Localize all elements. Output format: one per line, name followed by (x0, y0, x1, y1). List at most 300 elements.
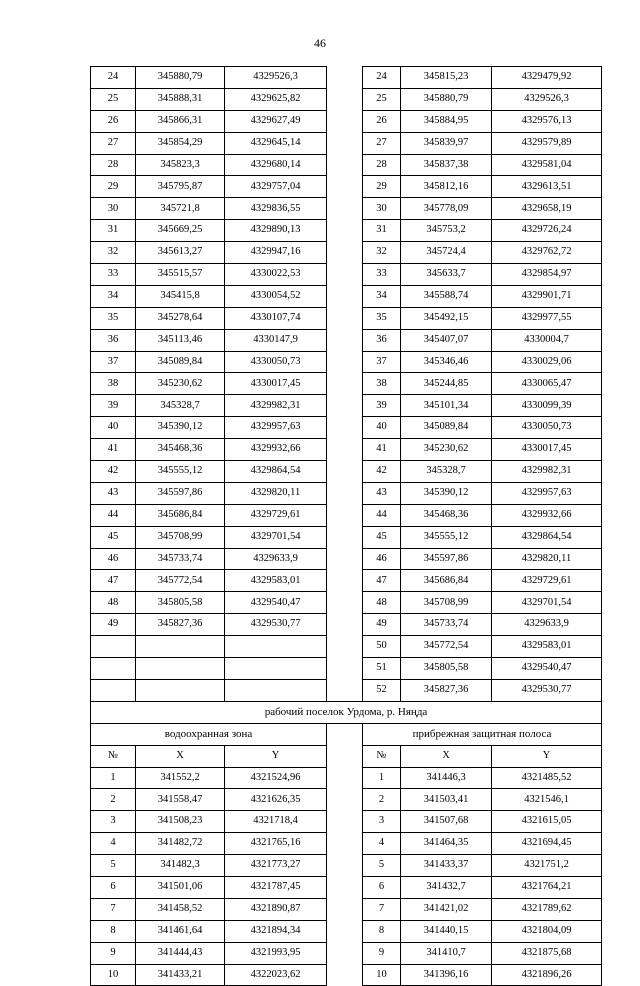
right-point-number: 36 (363, 329, 401, 351)
left-coordinate-x: 341558,47 (136, 789, 225, 811)
right-coordinate-x: 345837,38 (401, 154, 492, 176)
left-coordinate-x: 341552,2 (136, 767, 225, 789)
column-gap (327, 658, 363, 680)
right-coordinate-x: 345390,12 (401, 482, 492, 504)
column-gap (327, 745, 363, 767)
left-point-number: 25 (91, 88, 136, 110)
table-row (91, 154, 602, 176)
left-coordinate-y: 4329540,47 (225, 592, 327, 614)
column-gap (327, 329, 363, 351)
right-coordinate-x: 345328,7 (401, 461, 492, 483)
right-coordinate-y: 4329581,04 (492, 154, 602, 176)
section-title-row (91, 701, 602, 723)
right-coordinate-y: 4329932,66 (492, 504, 602, 526)
left-coordinate-y: 4329932,66 (225, 439, 327, 461)
right-coordinate-x: 341410,7 (401, 942, 492, 964)
left-coordinate-y: 4329982,31 (225, 395, 327, 417)
right-coordinate-x: 345588,74 (401, 285, 492, 307)
left-point-number: 6 (91, 876, 136, 898)
left-coordinate-y: 4329864,54 (225, 461, 327, 483)
left-coordinate-x: 345854,29 (136, 132, 225, 154)
right-coordinate-x: 345880,79 (401, 88, 492, 110)
left-coordinate-y: 4329526,3 (225, 67, 327, 89)
left-point-number: 3 (91, 811, 136, 833)
right-point-number: 3 (363, 811, 401, 833)
left-point-number: 40 (91, 417, 136, 439)
left-coordinate-x: 345669,25 (136, 220, 225, 242)
right-coordinate-y: 4330004,7 (492, 329, 602, 351)
right-coordinate-x: 345686,84 (401, 570, 492, 592)
column-gap (327, 833, 363, 855)
right-point-number: 25 (363, 88, 401, 110)
left-coordinate-y: 4330054,52 (225, 285, 327, 307)
left-point-number: 29 (91, 176, 136, 198)
right-coordinate-y: 4329540,47 (492, 658, 602, 680)
left-point-number: 38 (91, 373, 136, 395)
left-coordinate-y: 4329625,82 (225, 88, 327, 110)
table-row (91, 789, 602, 811)
table-row (91, 679, 602, 701)
right-point-number: 51 (363, 658, 401, 680)
column-gap (327, 307, 363, 329)
right-coordinate-x: 341440,15 (401, 920, 492, 942)
column-gap (327, 614, 363, 636)
coastal-protection-strip-title: прибрежная защитная полоса (363, 723, 602, 745)
column-header-x: X (401, 745, 492, 767)
table-row (91, 373, 602, 395)
right-coordinate-y: 4329579,89 (492, 132, 602, 154)
left-coordinate-x: 345613,27 (136, 242, 225, 264)
right-coordinate-x: 345753,2 (401, 220, 492, 242)
left-point-number: 31 (91, 220, 136, 242)
left-coordinate-x: 345880,79 (136, 67, 225, 89)
right-point-number: 6 (363, 876, 401, 898)
right-coordinate-x: 341507,68 (401, 811, 492, 833)
table-row (91, 264, 602, 286)
right-coordinate-x: 341464,35 (401, 833, 492, 855)
right-coordinate-x: 345492,15 (401, 307, 492, 329)
left-coordinate-y: 4329957,63 (225, 417, 327, 439)
right-coordinate-x: 345089,84 (401, 417, 492, 439)
right-coordinate-x: 345633,7 (401, 264, 492, 286)
left-point-number: 32 (91, 242, 136, 264)
right-coordinate-y: 4329583,01 (492, 636, 602, 658)
table-row (91, 636, 602, 658)
section-title: рабочий поселок Урдома, р. Няңда (91, 701, 602, 723)
table-row (91, 439, 602, 461)
left-point-number: 26 (91, 110, 136, 132)
left-coordinate-x: 345089,84 (136, 351, 225, 373)
right-coordinate-x: 341432,7 (401, 876, 492, 898)
left-point-number: 10 (91, 964, 136, 986)
table-row (91, 614, 602, 636)
left-coordinate-y: 4330017,45 (225, 373, 327, 395)
table-row (91, 176, 602, 198)
right-coordinate-x: 345230,62 (401, 439, 492, 461)
right-point-number: 30 (363, 198, 401, 220)
right-coordinate-y: 4329864,54 (492, 526, 602, 548)
table-row (91, 658, 602, 680)
right-coordinate-x: 341446,3 (401, 767, 492, 789)
table-row (91, 767, 602, 789)
column-gap (327, 898, 363, 920)
right-coordinate-y: 4321615,05 (492, 811, 602, 833)
right-coordinate-x: 345555,12 (401, 526, 492, 548)
right-coordinate-y: 4321751,2 (492, 855, 602, 877)
zone-title-row (91, 723, 602, 745)
table-row (91, 88, 602, 110)
left-point-number: 36 (91, 329, 136, 351)
column-gap (327, 592, 363, 614)
column-gap (327, 351, 363, 373)
column-gap (327, 964, 363, 986)
column-header-y: Y (225, 745, 327, 767)
column-gap (327, 636, 363, 658)
right-coordinate-y: 4329957,63 (492, 482, 602, 504)
left-point-number (91, 658, 136, 680)
right-point-number: 43 (363, 482, 401, 504)
left-coordinate-x: 341501,06 (136, 876, 225, 898)
right-point-number: 2 (363, 789, 401, 811)
right-coordinate-y: 4329633,9 (492, 614, 602, 636)
right-point-number: 7 (363, 898, 401, 920)
left-point-number: 27 (91, 132, 136, 154)
table-row (91, 285, 602, 307)
column-gap (327, 285, 363, 307)
left-coordinate-x: 345515,57 (136, 264, 225, 286)
left-coordinate-x: 345328,7 (136, 395, 225, 417)
table-row (91, 942, 602, 964)
left-coordinate-y: 4329820,11 (225, 482, 327, 504)
left-coordinate-y: 4329701,54 (225, 526, 327, 548)
table-row (91, 855, 602, 877)
right-coordinate-y: 4329854,97 (492, 264, 602, 286)
table-row (91, 242, 602, 264)
table-row (91, 482, 602, 504)
right-coordinate-x: 341421,02 (401, 898, 492, 920)
right-point-number: 26 (363, 110, 401, 132)
column-gap (327, 789, 363, 811)
column-gap (327, 198, 363, 220)
right-coordinate-x: 345839,97 (401, 132, 492, 154)
column-gap (327, 767, 363, 789)
left-point-number: 45 (91, 526, 136, 548)
column-gap (327, 439, 363, 461)
left-coordinate-x: 345708,99 (136, 526, 225, 548)
table-row (91, 920, 602, 942)
right-point-number: 47 (363, 570, 401, 592)
left-coordinate-x: 345390,12 (136, 417, 225, 439)
column-header-y: Y (492, 745, 602, 767)
column-gap (327, 942, 363, 964)
right-coordinate-y: 4329762,72 (492, 242, 602, 264)
left-point-number: 2 (91, 789, 136, 811)
column-header-number: № (363, 745, 401, 767)
left-point-number: 28 (91, 154, 136, 176)
left-point-number: 9 (91, 942, 136, 964)
right-coordinate-x: 345244,85 (401, 373, 492, 395)
column-gap (327, 548, 363, 570)
right-coordinate-y: 4330099,39 (492, 395, 602, 417)
right-point-number: 39 (363, 395, 401, 417)
left-coordinate-y (225, 679, 327, 701)
table-row (91, 964, 602, 986)
left-coordinate-x: 345468,36 (136, 439, 225, 461)
table-row (91, 811, 602, 833)
right-coordinate-y: 4329729,61 (492, 570, 602, 592)
left-coordinate-y: 4329530,77 (225, 614, 327, 636)
left-coordinate-x: 345805,58 (136, 592, 225, 614)
left-coordinate-y: 4329680,14 (225, 154, 327, 176)
right-coordinate-x: 341433,37 (401, 855, 492, 877)
right-point-number: 1 (363, 767, 401, 789)
right-coordinate-x: 345597,86 (401, 548, 492, 570)
column-gap (327, 264, 363, 286)
left-coordinate-y: 4321718,4 (225, 811, 327, 833)
right-point-number: 44 (363, 504, 401, 526)
right-point-number: 37 (363, 351, 401, 373)
right-point-number: 34 (363, 285, 401, 307)
right-coordinate-y: 4329901,71 (492, 285, 602, 307)
left-point-number: 4 (91, 833, 136, 855)
right-coordinate-x: 345468,36 (401, 504, 492, 526)
right-coordinate-x: 345805,58 (401, 658, 492, 680)
left-coordinate-x: 345230,62 (136, 373, 225, 395)
table-row (91, 395, 602, 417)
right-coordinate-y: 4329479,92 (492, 67, 602, 89)
left-coordinate-y: 4329627,49 (225, 110, 327, 132)
table-row (91, 504, 602, 526)
column-gap (327, 920, 363, 942)
right-point-number: 46 (363, 548, 401, 570)
left-coordinate-x: 341461,64 (136, 920, 225, 942)
right-point-number: 4 (363, 833, 401, 855)
right-coordinate-y: 4329576,13 (492, 110, 602, 132)
right-point-number: 41 (363, 439, 401, 461)
table-row (91, 198, 602, 220)
column-gap (327, 88, 363, 110)
left-coordinate-x: 345827,36 (136, 614, 225, 636)
left-point-number: 34 (91, 285, 136, 307)
left-coordinate-y: 4321787,45 (225, 876, 327, 898)
left-coordinate-x: 345733,74 (136, 548, 225, 570)
right-point-number: 40 (363, 417, 401, 439)
left-coordinate-x (136, 636, 225, 658)
column-gap (327, 526, 363, 548)
left-coordinate-y: 4329645,14 (225, 132, 327, 154)
left-coordinate-x: 345772,54 (136, 570, 225, 592)
left-coordinate-y: 4321524,96 (225, 767, 327, 789)
left-point-number: 33 (91, 264, 136, 286)
right-coordinate-y: 4330050,73 (492, 417, 602, 439)
right-coordinate-x: 345346,46 (401, 351, 492, 373)
right-coordinate-y: 4321875,68 (492, 942, 602, 964)
left-coordinate-x: 341444,43 (136, 942, 225, 964)
column-gap (327, 417, 363, 439)
page-number: 46 (314, 36, 326, 50)
column-gap (327, 176, 363, 198)
right-coordinate-x: 345733,74 (401, 614, 492, 636)
column-gap (327, 132, 363, 154)
right-point-number: 28 (363, 154, 401, 176)
water-protection-zone-title: водоохранная зона (91, 723, 327, 745)
right-point-number: 24 (363, 67, 401, 89)
left-coordinate-x: 345823,3 (136, 154, 225, 176)
left-coordinate-x: 345113,46 (136, 329, 225, 351)
left-coordinate-y (225, 658, 327, 680)
left-point-number: 41 (91, 439, 136, 461)
lower-coordinates-body (91, 767, 602, 986)
right-coordinate-y: 4330029,06 (492, 351, 602, 373)
right-point-number: 9 (363, 942, 401, 964)
right-coordinate-x: 345101,34 (401, 395, 492, 417)
right-coordinate-y: 4321546,1 (492, 789, 602, 811)
left-coordinate-y: 4321890,87 (225, 898, 327, 920)
column-header-row (91, 745, 602, 767)
table-row (91, 132, 602, 154)
right-point-number: 50 (363, 636, 401, 658)
left-coordinate-x: 341508,23 (136, 811, 225, 833)
left-point-number: 24 (91, 67, 136, 89)
right-coordinate-y: 4330017,45 (492, 439, 602, 461)
right-coordinate-y: 4329701,54 (492, 592, 602, 614)
right-point-number: 31 (363, 220, 401, 242)
right-point-number: 33 (363, 264, 401, 286)
column-gap (327, 461, 363, 483)
right-point-number: 27 (363, 132, 401, 154)
left-coordinate-x: 345795,87 (136, 176, 225, 198)
column-gap (327, 723, 363, 745)
left-point-number: 44 (91, 504, 136, 526)
left-point-number: 47 (91, 570, 136, 592)
column-gap (327, 242, 363, 264)
right-coordinate-x: 345884,95 (401, 110, 492, 132)
right-coordinate-x: 345708,99 (401, 592, 492, 614)
left-coordinate-x: 345278,64 (136, 307, 225, 329)
left-coordinate-y: 4330050,73 (225, 351, 327, 373)
left-coordinate-x: 341433,21 (136, 964, 225, 986)
left-coordinate-y: 4330107,74 (225, 307, 327, 329)
table-row (91, 898, 602, 920)
left-coordinate-y: 4329583,01 (225, 570, 327, 592)
left-coordinate-y: 4321765,16 (225, 833, 327, 855)
right-coordinate-x: 345815,23 (401, 67, 492, 89)
column-gap (327, 570, 363, 592)
column-gap (327, 679, 363, 701)
table-row (91, 876, 602, 898)
left-point-number: 1 (91, 767, 136, 789)
left-coordinate-x (136, 679, 225, 701)
left-point-number: 46 (91, 548, 136, 570)
right-coordinate-y: 4329726,24 (492, 220, 602, 242)
right-coordinate-y: 4329530,77 (492, 679, 602, 701)
column-gap (327, 504, 363, 526)
table-row (91, 570, 602, 592)
column-gap (327, 395, 363, 417)
left-coordinate-y: 4329947,16 (225, 242, 327, 264)
left-point-number (91, 679, 136, 701)
left-point-number: 5 (91, 855, 136, 877)
right-coordinate-x: 345827,36 (401, 679, 492, 701)
left-point-number: 8 (91, 920, 136, 942)
left-coordinate-y: 4329633,9 (225, 548, 327, 570)
right-coordinate-y: 4321804,09 (492, 920, 602, 942)
left-coordinate-x: 345721,8 (136, 198, 225, 220)
column-gap (327, 154, 363, 176)
left-coordinate-y: 4329836,55 (225, 198, 327, 220)
right-coordinate-y: 4321896,26 (492, 964, 602, 986)
right-point-number: 35 (363, 307, 401, 329)
right-point-number: 49 (363, 614, 401, 636)
right-coordinate-y: 4329658,19 (492, 198, 602, 220)
table-row (91, 592, 602, 614)
left-point-number: 39 (91, 395, 136, 417)
right-coordinate-y: 4329977,55 (492, 307, 602, 329)
column-gap (327, 110, 363, 132)
right-coordinate-y: 4330065,47 (492, 373, 602, 395)
right-coordinate-y: 4321694,45 (492, 833, 602, 855)
right-point-number: 52 (363, 679, 401, 701)
left-point-number: 48 (91, 592, 136, 614)
left-point-number: 35 (91, 307, 136, 329)
left-coordinate-x: 345415,8 (136, 285, 225, 307)
table-row (91, 67, 602, 89)
right-coordinate-x: 341503,41 (401, 789, 492, 811)
coordinates-table (90, 66, 602, 986)
left-coordinate-y: 4330147,9 (225, 329, 327, 351)
right-coordinate-x: 345407,07 (401, 329, 492, 351)
table-row (91, 526, 602, 548)
column-header-number: № (91, 745, 136, 767)
left-coordinate-x: 341482,3 (136, 855, 225, 877)
column-gap (327, 811, 363, 833)
table-row (91, 307, 602, 329)
right-point-number: 38 (363, 373, 401, 395)
left-point-number: 49 (91, 614, 136, 636)
left-coordinate-y: 4321894,34 (225, 920, 327, 942)
right-coordinate-y: 4321764,21 (492, 876, 602, 898)
right-coordinate-x: 341396,16 (401, 964, 492, 986)
right-point-number: 48 (363, 592, 401, 614)
right-point-number: 32 (363, 242, 401, 264)
right-coordinate-y: 4321485,52 (492, 767, 602, 789)
right-point-number: 5 (363, 855, 401, 877)
right-coordinate-x: 345724,4 (401, 242, 492, 264)
right-point-number: 10 (363, 964, 401, 986)
table-row (91, 461, 602, 483)
table-row (91, 110, 602, 132)
table-row (91, 548, 602, 570)
column-gap (327, 876, 363, 898)
column-gap (327, 373, 363, 395)
left-coordinate-x: 345555,12 (136, 461, 225, 483)
table-row (91, 329, 602, 351)
left-coordinate-y (225, 636, 327, 658)
column-gap (327, 67, 363, 89)
left-point-number (91, 636, 136, 658)
right-coordinate-y: 4329982,31 (492, 461, 602, 483)
right-coordinate-x: 345772,54 (401, 636, 492, 658)
column-gap (327, 855, 363, 877)
right-coordinate-y: 4321789,62 (492, 898, 602, 920)
left-coordinate-y: 4330022,53 (225, 264, 327, 286)
upper-coordinates-body (91, 67, 602, 702)
right-coordinate-y: 4329820,11 (492, 548, 602, 570)
table-row (91, 833, 602, 855)
column-gap (327, 482, 363, 504)
left-coordinate-x: 345888,31 (136, 88, 225, 110)
column-gap (327, 220, 363, 242)
